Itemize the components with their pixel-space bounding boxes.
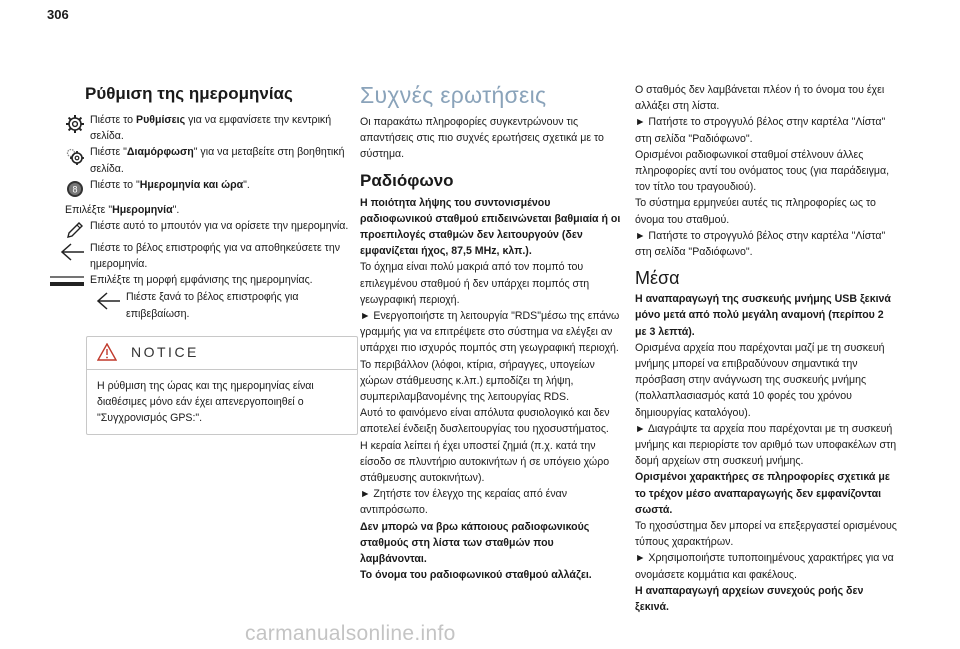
step-save-date-text: Πιέστε το βέλος επιστροφής για να αποθηκεύσετε την ημερομηνία. [90, 242, 341, 271]
page-number: 306 [47, 7, 69, 22]
notice-text: Η ρύθμιση της ώρας και της ημερομηνίας είναι διαθέσιμες μόνο εάν έχει απενεργοποιηθεί ο "Συγχρονισμός GPS:". [97, 379, 314, 425]
step-configuration-text: Πιέστε "Διαμόρφωση" για να μεταβείτε στη βοηθητική σελίδα. [90, 146, 345, 175]
configuration-gears-icon [65, 146, 85, 166]
radio-question-3: Το όνομα του ραδιοφωνικού σταθμού αλλάζει. [360, 569, 592, 582]
radio-environment: Το περιβάλλον (λόφοι, κτίρια, σήραγγες, υπογείων χώρων στάθμευσης κ.λπ.) εμποδίζει τη λήψη, συμπεριλαμβανομένης της λειτουργίας RDS. [360, 358, 595, 404]
radio-action-2: ► Ζητήστε τον έλεγχο της κεραίας από έναν αντιπρόσωπο. [360, 488, 568, 517]
format-bar-icon [49, 275, 85, 289]
step-format [88, 272, 350, 289]
radio-question-2: Δεν μπορώ να βρω κάποιους ραδιοφωνικούς σταθμούς στη λίστα των σταθμών που λαμβάνονται. [360, 520, 590, 566]
media-answer-1: Ορισμένα αρχεία που παρέχονται μαζί με τη συσκευή μνήμης μπορεί να επιβραδύνουν σημαντικά την πρόσβαση στην ανάγνωση της συσκευής μνήμης (πολλαπλασιασμός κατά 10 φορές του χρόνου δημιουργίας καταλόγου). [635, 341, 885, 419]
station-interpret-text: Το σύστημα ερμηνεύει αυτές τις πληροφορίες ως το όνομα του σταθμού. [635, 197, 876, 226]
select-date-text: Επιλέξτε "Ημερομηνία". [65, 203, 180, 216]
watermark: carmanualsonline.info [245, 622, 456, 645]
media-answer-2: Το ηχοσύστημα δεν μπορεί να επεξεργαστεί ορισμένους τύπους χαρακτήρων. [635, 520, 897, 549]
station-info-text: Ορισμένοι ραδιοφωνικοί σταθμοί στέλνουν άλλες πληροφορίες αντί του ονόματος τους (για παράδειγμα, τον τίτλο του τραγουδιού). [635, 148, 890, 194]
date-time-icon [65, 179, 85, 199]
radio-action-1: ► Ενεργοποιήστε τη λειτουργία "RDS"μέσω της επάνω γραμμής για να επιτρέψετε στο σύστημα να ελέγξει αν υπάρχει πιο ισχυρός πομπός στη γεωγραφική περιοχή. [360, 310, 620, 355]
step-date-time [72, 177, 350, 199]
pencil-icon [65, 220, 85, 240]
step-settings-text: Πιέστε το Ρυθμίσεις για να εμφανίσετε την κεντρική σελίδα. [90, 114, 332, 143]
media-question-3: Η αναπαραγωγή αρχείων συνεχούς ροής δεν ξεκινά. [635, 584, 864, 614]
step-set-date [88, 218, 350, 240]
section-title-faq: Συχνές ερωτήσεις [360, 82, 547, 108]
radio-normal: Αυτό το φαινόμενο είναι απόλυτα φυσιολογικό και δεν αποτελεί ένδειξη δυσλειτουργίας του ηχοσυστήματος. [360, 407, 610, 436]
svg-text:8: 8 [72, 184, 78, 195]
gear-icon [65, 114, 85, 134]
step-confirm-text: Πιέστε ξανά το βέλος επιστροφής για επιβεβαίωση. [126, 291, 299, 320]
step-save-date [88, 240, 350, 272]
step-format-text: Επιλέξτε τη μορφή εμφάνισης της ημερομηνίας. [90, 274, 313, 287]
media-action-2: ► Χρησιμοποιήστε τυποποιημένους χαρακτήρες για να ονομάσετε κομμάτια και φακέλους. [635, 552, 894, 581]
notice-header [87, 337, 357, 370]
step-date-time-text: Πιέστε το "Ημερομηνία και ώρα". [90, 178, 250, 191]
column-date-setting [65, 82, 350, 435]
station-lost-action: ► Πατήστε το στρογγυλό βέλος στην καρτέλα "Λίστα" στη σελίδα "Ραδιόφωνο". [635, 116, 886, 145]
step-set-date-text: Πιέστε αυτό το μπουτόν για να ορίσετε την ημερομηνία. [90, 220, 349, 233]
radio-antenna: Η κεραία λείπει ή έχει υποστεί ζημιά (π.χ. κατά την είσοδο σε πλυντήριο αυτοκινήτων ή σε υπόγειο χώρο στάθμευσης αυτοκινήτων). [360, 439, 610, 485]
column-faq [360, 82, 622, 583]
column-faq-continued [635, 82, 897, 615]
section-title-date: Ρύθμιση της ημερομηνίας [85, 84, 293, 103]
station-lost-text: Ο σταθμός δεν λαμβάνεται πλέον ή το όνομα του έχει αλλάξει στη λίστα. [635, 84, 885, 113]
media-question-1: Η αναπαραγωγή της συσκευής μνήμης USB ξεκινά μόνο μετά από πολύ μεγάλη αναμονή (περίπου 2 με 3 λεπτά). [635, 293, 891, 338]
step-confirm [124, 289, 350, 321]
step-configuration [88, 144, 350, 176]
radio-question-1: Η ποιότητα λήψης του συντονισμένου ραδιοφωνικού σταθμού επιδεινώνεται βαθμιαία ή οι προεπιλογές σταθμών δεν λειτουργούν (δεν εμφανίζεται ήχος, 87,5 MHz, κλπ.). [360, 196, 621, 258]
warning-icon [97, 343, 117, 361]
back-arrow-icon [96, 291, 121, 311]
media-question-2: Ορισμένοι χαρακτήρες σε πληροφορίες σχετικά με το τρέχον μέσο αναπαραγωγής δεν εμφανίζονται σωστά. [635, 471, 890, 516]
radio-answer-1: Το όχημα είναι πολύ μακριά από τον πομπό του επιλεγμένου σταθμού ή δεν υπάρχει πομπός στη γεωγραφική περιοχή. [360, 261, 590, 306]
step-settings [88, 112, 350, 144]
media-action-1: ► Διαγράψτε τα αρχεία που παρέχονται με τη συσκευή μνήμης και περιορίστε τον αριθμό των υποφακέλων στη δομή αρχείων στη συσκευή μνήμης. [635, 422, 897, 468]
notice-title: NOTICE [131, 343, 199, 360]
faq-intro: Οι παρακάτω πληροφορίες συγκεντρώνουν τις απαντήσεις στις πιο συχνές ερωτήσεις σχετικά με το σύστημα. [360, 116, 604, 161]
back-arrow-icon [60, 242, 85, 262]
notice-box [86, 336, 358, 436]
station-interpret-action: ► Πατήστε το στρογγυλό βέλος στην καρτέλα "Λίστα" στη σελίδα "Ραδιόφωνο". [635, 229, 886, 259]
radio-heading: Ραδιόφωνο [360, 170, 454, 190]
media-heading: Μέσα [635, 268, 680, 289]
